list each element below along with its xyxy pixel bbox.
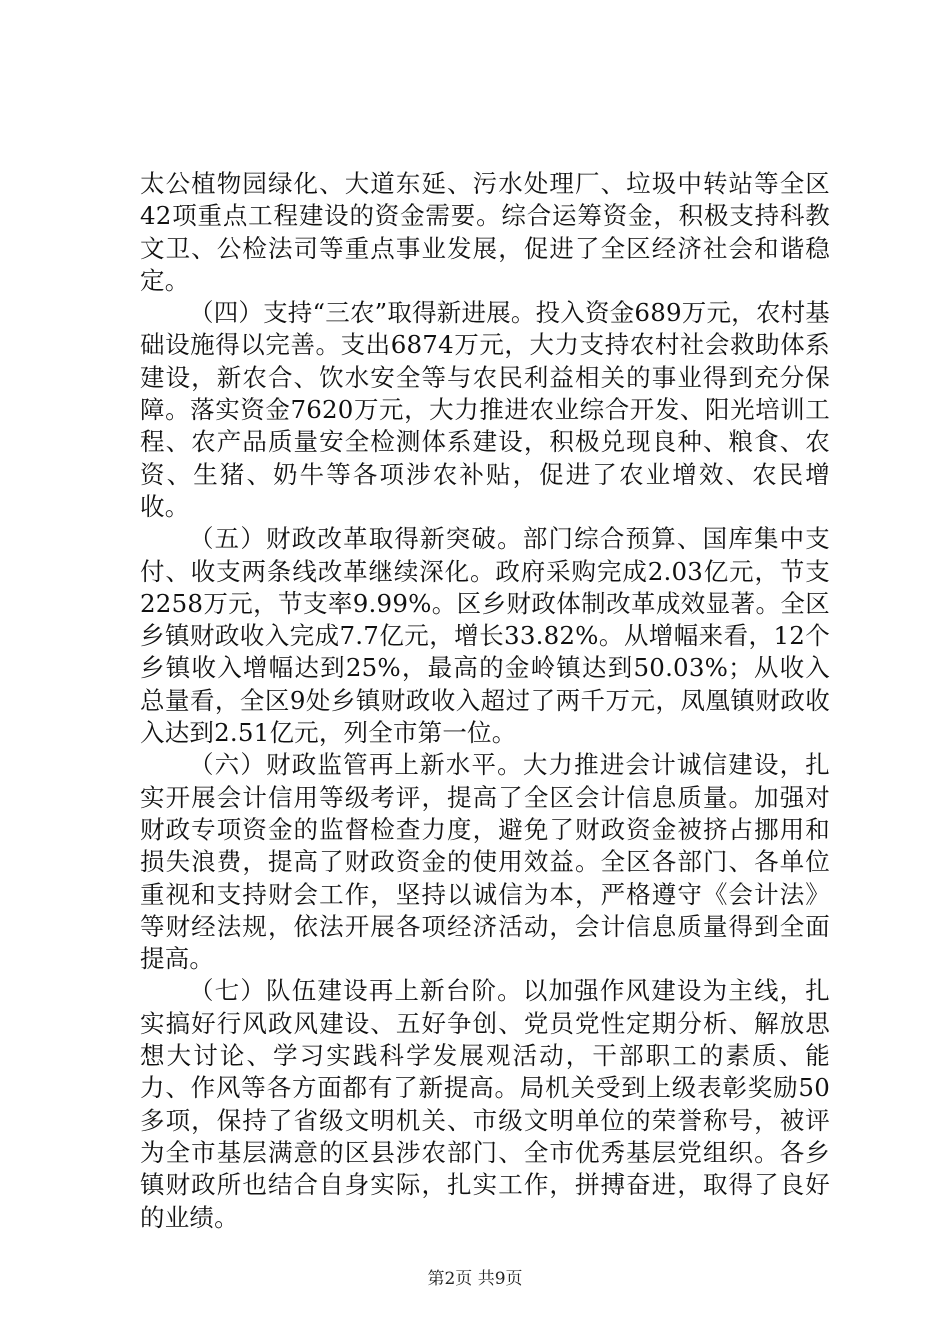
page-number-footer: 第2页 共9页 bbox=[427, 1269, 523, 1289]
document-body bbox=[140, 168, 830, 1234]
paragraph-section-7: （七）队伍建设再上新台阶。以加强作风建设为主线，扎实搞好行风政风建设、五好争创、党员党性定期分析、解放思想大讨论、学习实践科学发展观活动，干部职工的素质、能力、作风等各方面都有了新提高。局机关受到上级表彰奖励50多项，保持了省级文明机关、市级文明单位的荣誉称号，被评为全市基层满意的区县涉农部门、全市优秀基层党组织。各乡镇财政所也结合自身实际，扎实工作，拼搏奋进，取得了良好的业绩。 bbox=[140, 976, 830, 1232]
paragraph-section-6: （六）财政监管再上新水平。大力推进会计诚信建设，扎实开展会计信用等级考评，提高了全区会计信息质量。加强对财政专项资金的监督检查力度，避免了财政资金被挤占挪用和损失浪费，提高了财政资金的使用效益。全区各部门、各单位重视和支持财会工作，坚持以诚信为本，严格遵守《会计法》等财经法规，依法开展各项经济活动，会计信息质量得到全面提高。 bbox=[140, 750, 830, 974]
paragraph-section-5: （五）财政改革取得新突破。部门综合预算、国库集中支付、收支两条线改革继续深化。政府采购完成2.03亿元，节支2258万元，节支率9.99%。区乡财政体制改革成效显著。全区乡镇财政收入完成7.7亿元，增长33.82%。从增幅来看，12个乡镇收入增幅达到25%，最高的金岭镇达到50.03%；从收入总量看，全区9处乡镇财政收入超过了两千万元，凤凰镇财政收入达到2.51亿元，列全市第一位。 bbox=[140, 524, 830, 748]
paragraph-section-4: （四）支持“三农”取得新进展。投入资金689万元，农村基础设施得以完善。支出6874万元，大力支持农村社会救助体系建设，新农合、饮水安全等与农民利益相关的事业得到充分保障。落实资金7620万元，大力推进农业综合开发、阳光培训工程、农产品质量安全检测体系建设，积极兑现良种、粮食、农资、生猪、奶牛等各项涉农补贴，促进了农业增效、农民增收。 bbox=[140, 298, 830, 521]
paragraph-continued: 太公植物园绿化、大道东延、污水处理厂、垃圾中转站等全区42项重点工程建设的资金需要。综合运筹资金，积极支持科教文卫、公检法司等重点事业发展，促进了全区经济社会和谐稳定。 bbox=[140, 169, 830, 295]
